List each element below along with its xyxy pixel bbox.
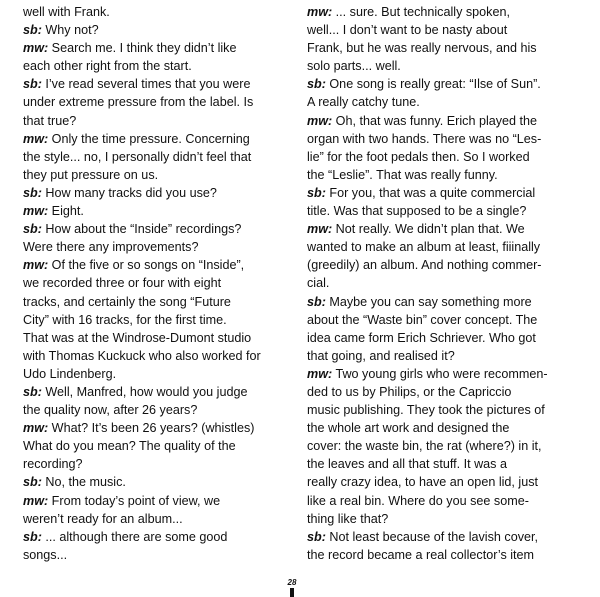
right-text-column: [307, 3, 579, 564]
speaker-label: sb:: [23, 23, 42, 38]
text-line: [23, 57, 295, 75]
line-text: Not least because of the lavish cover,: [325, 529, 539, 544]
text-line: [23, 130, 295, 148]
text-line: [23, 256, 295, 274]
line-text: that true?: [23, 113, 77, 128]
text-line: [23, 75, 295, 93]
text-line: [23, 455, 295, 473]
line-text: wanted to make an album at least, fiiinally: [307, 240, 541, 255]
line-text: Of the five or so songs on “Inside”,: [48, 258, 245, 273]
line-text: cover: the waste bin, the rat (where?) in it,: [307, 439, 542, 454]
line-text: A really catchy tune.: [307, 95, 420, 110]
line-text: the leaves and all that stuff. It was a: [307, 457, 507, 472]
line-text: For you, that was a quite commercial: [325, 185, 536, 200]
line-text: solo parts... well.: [307, 59, 401, 74]
text-line: [23, 347, 295, 365]
speaker-label: sb:: [307, 185, 326, 200]
text-line: [23, 492, 295, 510]
text-line: [307, 383, 579, 401]
text-line: [307, 3, 579, 21]
text-line: [23, 93, 295, 111]
line-text: What do you mean? The quality of the: [23, 439, 236, 454]
line-text: Search me. I think they didn’t like: [48, 41, 237, 56]
line-text: (greedily) an album. And nothing commer-: [307, 258, 542, 273]
speaker-label: mw:: [307, 5, 333, 19]
text-line: [307, 528, 579, 546]
speaker-label: mw:: [23, 421, 49, 436]
line-text: that going, and realised it?: [307, 348, 455, 363]
line-text: Eight.: [48, 204, 84, 219]
text-line: [23, 274, 295, 292]
line-text: music publishing. They took the pictures of: [307, 403, 545, 418]
line-text: Not really. We didn’t plan that. We: [332, 222, 525, 237]
text-line: [307, 166, 579, 184]
text-line: [23, 546, 295, 564]
speaker-label: mw:: [307, 222, 333, 237]
text-line: [307, 39, 579, 57]
line-text: Oh, that was funny. Erich played the: [332, 113, 538, 128]
text-line: [307, 238, 579, 256]
speaker-label: sb:: [23, 475, 42, 490]
text-line: [23, 293, 295, 311]
line-text: ded to us by Philips, or the Capriccio: [307, 384, 512, 399]
text-line: [23, 238, 295, 256]
line-text: about the “Waste bin” cover concept. The: [307, 312, 538, 327]
line-text: Maybe you can say something more: [325, 294, 532, 309]
line-text: Why not?: [41, 23, 99, 38]
text-line: [307, 437, 579, 455]
line-text: From today’s point of view, we: [48, 493, 221, 508]
line-text: thing like that?: [307, 511, 389, 526]
text-line: [307, 546, 579, 564]
text-line: [307, 220, 579, 238]
line-text: How about the “Inside” recordings?: [41, 222, 242, 237]
line-text: the “Leslie”. That was really funny.: [307, 167, 498, 182]
line-text: the whole art work and designed the: [307, 421, 510, 436]
speaker-label: sb:: [23, 77, 42, 92]
speaker-label: sb:: [307, 294, 326, 309]
line-text: with Thomas Kuckuck who also worked for: [23, 348, 261, 363]
text-line: [23, 311, 295, 329]
line-text: Two young girls who were recommen-: [332, 366, 548, 381]
text-line: [23, 510, 295, 528]
text-line: [307, 148, 579, 166]
line-text: What? It’s been 26 years? (whistles): [48, 421, 255, 436]
line-text: ... sure. But technically spoken,: [332, 5, 510, 19]
text-line: [23, 39, 295, 57]
speaker-label: sb:: [23, 529, 42, 544]
speaker-label: mw:: [23, 204, 49, 219]
text-line: [307, 401, 579, 419]
line-text: really crazy idea, to have an open lid, just: [307, 475, 539, 490]
text-line: [23, 329, 295, 347]
text-line: [307, 510, 579, 528]
text-line: [307, 256, 579, 274]
text-line: [23, 148, 295, 166]
line-text: well with Frank.: [23, 5, 110, 19]
text-line: [307, 184, 579, 202]
line-text: under extreme pressure from the label. Is: [23, 95, 254, 110]
speaker-label: mw:: [23, 131, 49, 146]
text-line: [23, 383, 295, 401]
text-line: [307, 75, 579, 93]
line-text: One song is really great: “Ilse of Sun”.: [325, 77, 541, 92]
line-text: like a real bin. Where do you see some-: [307, 493, 529, 508]
speaker-label: sb:: [23, 222, 42, 237]
line-text: songs...: [23, 547, 68, 562]
text-line: [23, 419, 295, 437]
speaker-label: mw:: [23, 258, 49, 273]
line-text: organ with two hands. There was no “Les-: [307, 131, 542, 146]
line-text: Frank, but he was really nervous, and his: [307, 41, 537, 56]
text-line: [23, 528, 295, 546]
speaker-label: sb:: [23, 384, 42, 399]
text-line: [307, 130, 579, 148]
line-text: we recorded three or four with eight: [23, 276, 222, 291]
speaker-label: mw:: [307, 366, 333, 381]
line-text: idea came form Erich Schriever. Who got: [307, 330, 536, 345]
line-text: How many tracks did you use?: [41, 185, 217, 200]
line-text: No, the music.: [41, 475, 126, 490]
speaker-label: sb:: [307, 77, 326, 92]
line-text: each other right from the start.: [23, 59, 192, 74]
line-text: City” with 16 tracks, for the first time.: [23, 312, 227, 327]
text-line: [23, 112, 295, 130]
text-line: [307, 347, 579, 365]
line-text: cial.: [307, 276, 330, 291]
text-line: [23, 220, 295, 238]
line-text: I’ve read several times that you were: [41, 77, 251, 92]
line-text: the style... no, I personally didn’t feel that: [23, 149, 252, 164]
text-line: [307, 202, 579, 220]
text-line: [23, 202, 295, 220]
text-line: [307, 419, 579, 437]
text-line: [23, 166, 295, 184]
line-text: ... although there are some good: [41, 529, 228, 544]
text-line: [307, 311, 579, 329]
line-text: the record became a real collector’s item: [307, 547, 535, 562]
line-text: That was at the Windrose-Dumont studio: [23, 330, 252, 345]
line-text: tracks, and certainly the song “Future: [23, 294, 231, 309]
line-text: Only the time pressure. Concerning: [48, 131, 250, 146]
text-line: [23, 184, 295, 202]
text-line: [307, 473, 579, 491]
text-line: [23, 21, 295, 39]
line-text: weren’t ready for an album...: [23, 511, 183, 526]
text-line: [307, 57, 579, 75]
text-line: [307, 21, 579, 39]
page-number: 28: [287, 578, 297, 587]
line-text: Udo Lindenberg.: [23, 366, 117, 381]
speaker-label: mw:: [307, 113, 333, 128]
line-text: Were there any improvements?: [23, 240, 199, 255]
line-text: they put pressure on us.: [23, 167, 159, 182]
text-line: [307, 492, 579, 510]
speaker-label: sb:: [23, 185, 42, 200]
text-line: [307, 293, 579, 311]
text-line: [307, 112, 579, 130]
line-text: Well, Manfred, how would you judge: [41, 384, 248, 399]
text-line: [307, 455, 579, 473]
text-line: [23, 365, 295, 383]
speaker-label: sb:: [307, 529, 326, 544]
page-footer-mark: [290, 588, 294, 597]
text-line: [307, 329, 579, 347]
text-line: [23, 473, 295, 491]
text-line: [23, 437, 295, 455]
speaker-label: mw:: [23, 493, 49, 508]
text-line: [23, 401, 295, 419]
line-text: title. Was that supposed to be a single?: [307, 204, 527, 219]
line-text: the quality now, after 26 years?: [23, 403, 198, 418]
line-text: well... I don’t want to be nasty about: [307, 23, 508, 38]
line-text: recording?: [23, 457, 83, 472]
text-line: [23, 3, 295, 21]
text-line: [307, 93, 579, 111]
text-line: [307, 274, 579, 292]
text-line: [307, 365, 579, 383]
left-text-column: [23, 3, 295, 564]
line-text: lie” for the foot pedals then. So I worked: [307, 149, 530, 164]
speaker-label: mw:: [23, 41, 49, 56]
